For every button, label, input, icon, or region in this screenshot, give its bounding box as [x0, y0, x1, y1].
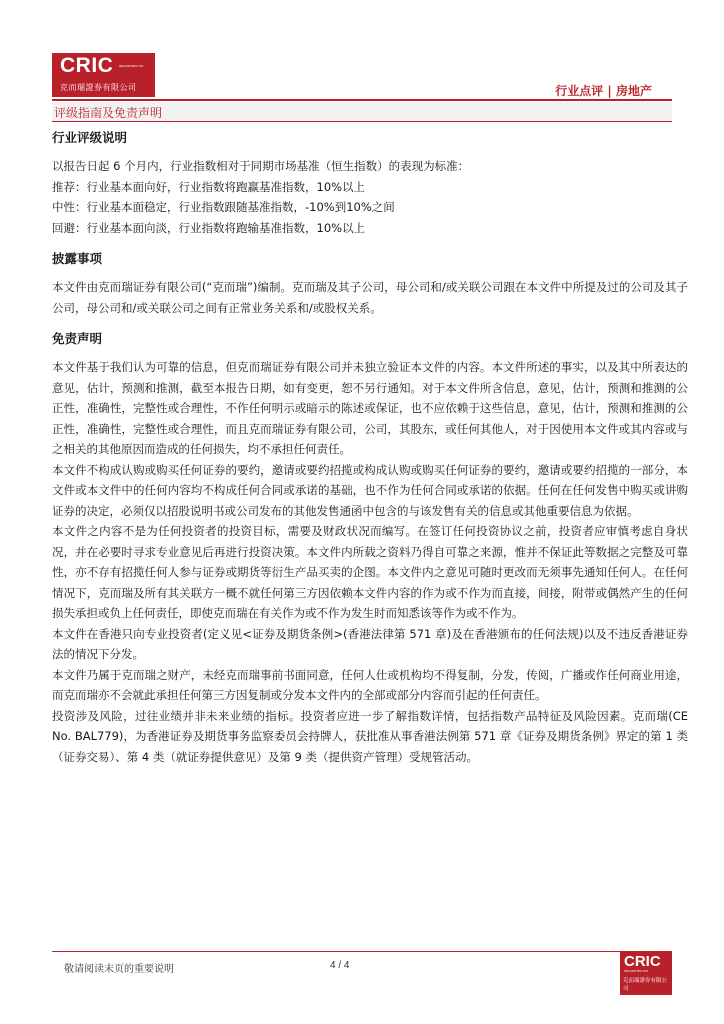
logo-en-text: SECURITIES LTD	[119, 64, 144, 68]
section-title: 评级指南及免责声明	[54, 106, 163, 120]
footer-logo-cn-text: 克而瑞證券有限公司	[623, 978, 668, 992]
footer-logo-text: CRIC	[624, 953, 661, 970]
disclaimer-heading: 免责声明	[52, 331, 103, 346]
logo-cn-text: 克而瑞證券有限公司	[60, 83, 137, 92]
footer-logo	[620, 951, 672, 995]
document-body	[52, 127, 688, 767]
rating-heading: 行业评级说明	[52, 130, 128, 145]
disclosure-heading: 披露事项	[52, 251, 103, 266]
disclaimer-paragraph: 本文件在香港只向专业投资者(定义见<证券及期货条例>(香港法律第 571 章)及在香港颁布的任何法规)以及不违反香港证券法的情况下分发。	[52, 626, 688, 661]
rating-line: 中性：行业基本面稳定，行业指数跟随基准指数，-10%到10%之间	[52, 200, 395, 214]
rating-line: 回避：行业基本面向淡，行业指数将跑输基准指数，10%以上	[52, 220, 366, 235]
rating-line: 推荐：行业基本面向好，行业指数将跑赢基准指数，10%以上	[52, 179, 366, 194]
disclaimer-paragraph: 本文件乃属于克而瑞之财产，未经克而瑞事前书面同意，任何人仕或机构均不得复制，分发，传阅，广播或作任何商业用途，而克而瑞亦不会就此承担任何第三方因复制或分发本文件内的全部或部分内容而引起的任何责任。	[52, 667, 688, 702]
footer-logo-en-text: SECURITIES LTD	[624, 969, 648, 973]
report-category: 行业点评 | 房地产	[555, 84, 652, 98]
footer-note: 敬请阅读末页的重要说明	[64, 964, 174, 975]
disclaimer-paragraph: 投资涉及风险，过往业绩并非未来业绩的指标。投资者应进一步了解指数详情，包括指数产品特征及风险因素。克而瑞(CE No. BAL779)，为香港证券及期货事务监察委员会持牌人，获批准从事香港法例第 571 章《证券及期货条例》界定的第 1 类（证券交易）、第 4 类（就证券提供意见）及第 9 类（提供资产管理）受规管活动。	[52, 708, 688, 764]
disclosure-text: 本文件由克而瑞证券有限公司(“克而瑞”)编制。克而瑞及其子公司，母公司和/或关联公司跟在本文件中所提及过的公司及其子公司，母公司和/或关联公司之间有正常业务关系和/或股权关系。	[52, 280, 688, 315]
logo-text: CRIC	[60, 54, 114, 77]
rating-line: 以报告日起 6 个月内，行业指数相对于同期市场基准（恒生指数）的表现为标准：	[52, 159, 470, 173]
disclaimer-paragraph: 本文件不构成认购或购买任何证券的要约，邀请或要约招揽或构成认购或购买任何证券的要约，邀请或要约招揽的一部分，本文件或本文件中的任何内容均不构成任何合同或承诺的基础，也不作为任何合同或承诺的依据。任何在任何发售中购买或讲购证券的决定，必须仅以招股说明书或公司发布的其他发售通函中包含的与该发售有关的信息或其他重要信息为依据。	[52, 462, 688, 518]
page-number: 4 / 4	[330, 960, 350, 971]
header-divider	[52, 99, 672, 101]
section-title-bar	[52, 102, 672, 122]
footer-divider	[52, 951, 672, 952]
disclaimer-paragraph: 本文件基于我们认为可靠的信息，但克而瑞证券有限公司并未独立验证本文件的内容。本文件所述的事实，以及其中所表达的意见，估计，预测和推测，截至本报告日期，如有变更，恕不另行通知。对于本文件所含信息，意见，估计，预测和推测的公正性，准确性，完整性或合理性，不作任何明示或暗示的陈述或保证，也不应依赖于这些信息，意见，估计，预测和推测的公正性，准确性，完整性或合理性，而且克而瑞证券有限公司，公司，其股东，或任何其他人，对于因使用本文件或其内容或与之相关的其他原因而造成的任何损失，均不承担任何责任。	[52, 360, 688, 456]
disclaimer-paragraph: 本文件之内容不是为任何投资者的投资目标，需要及财政状况而编写。在签订任何投资协议之前，投资者应审慎考虑自身状况，并在必要时寻求专业意见后再进行投资决策。本文件内所载之资料乃得自可靠之来源，惟并不保证此等数据之完整及可靠性，亦不存有招揽任何人参与证券或期货等衍生产品买卖的企图。本文件内之意见可随时更改而无须事先通知任何人。在任何情况下，克而瑞及所有其关联方一概不就任何第三方因依赖本文件内容的作为或不作为而直接，间接，附带或偶然产生的任何损失承担或负上任何责任，即使克而瑞在有关作为或不作为发生时而知悉该等作为或不作为。	[52, 524, 688, 620]
company-logo	[52, 53, 155, 97]
